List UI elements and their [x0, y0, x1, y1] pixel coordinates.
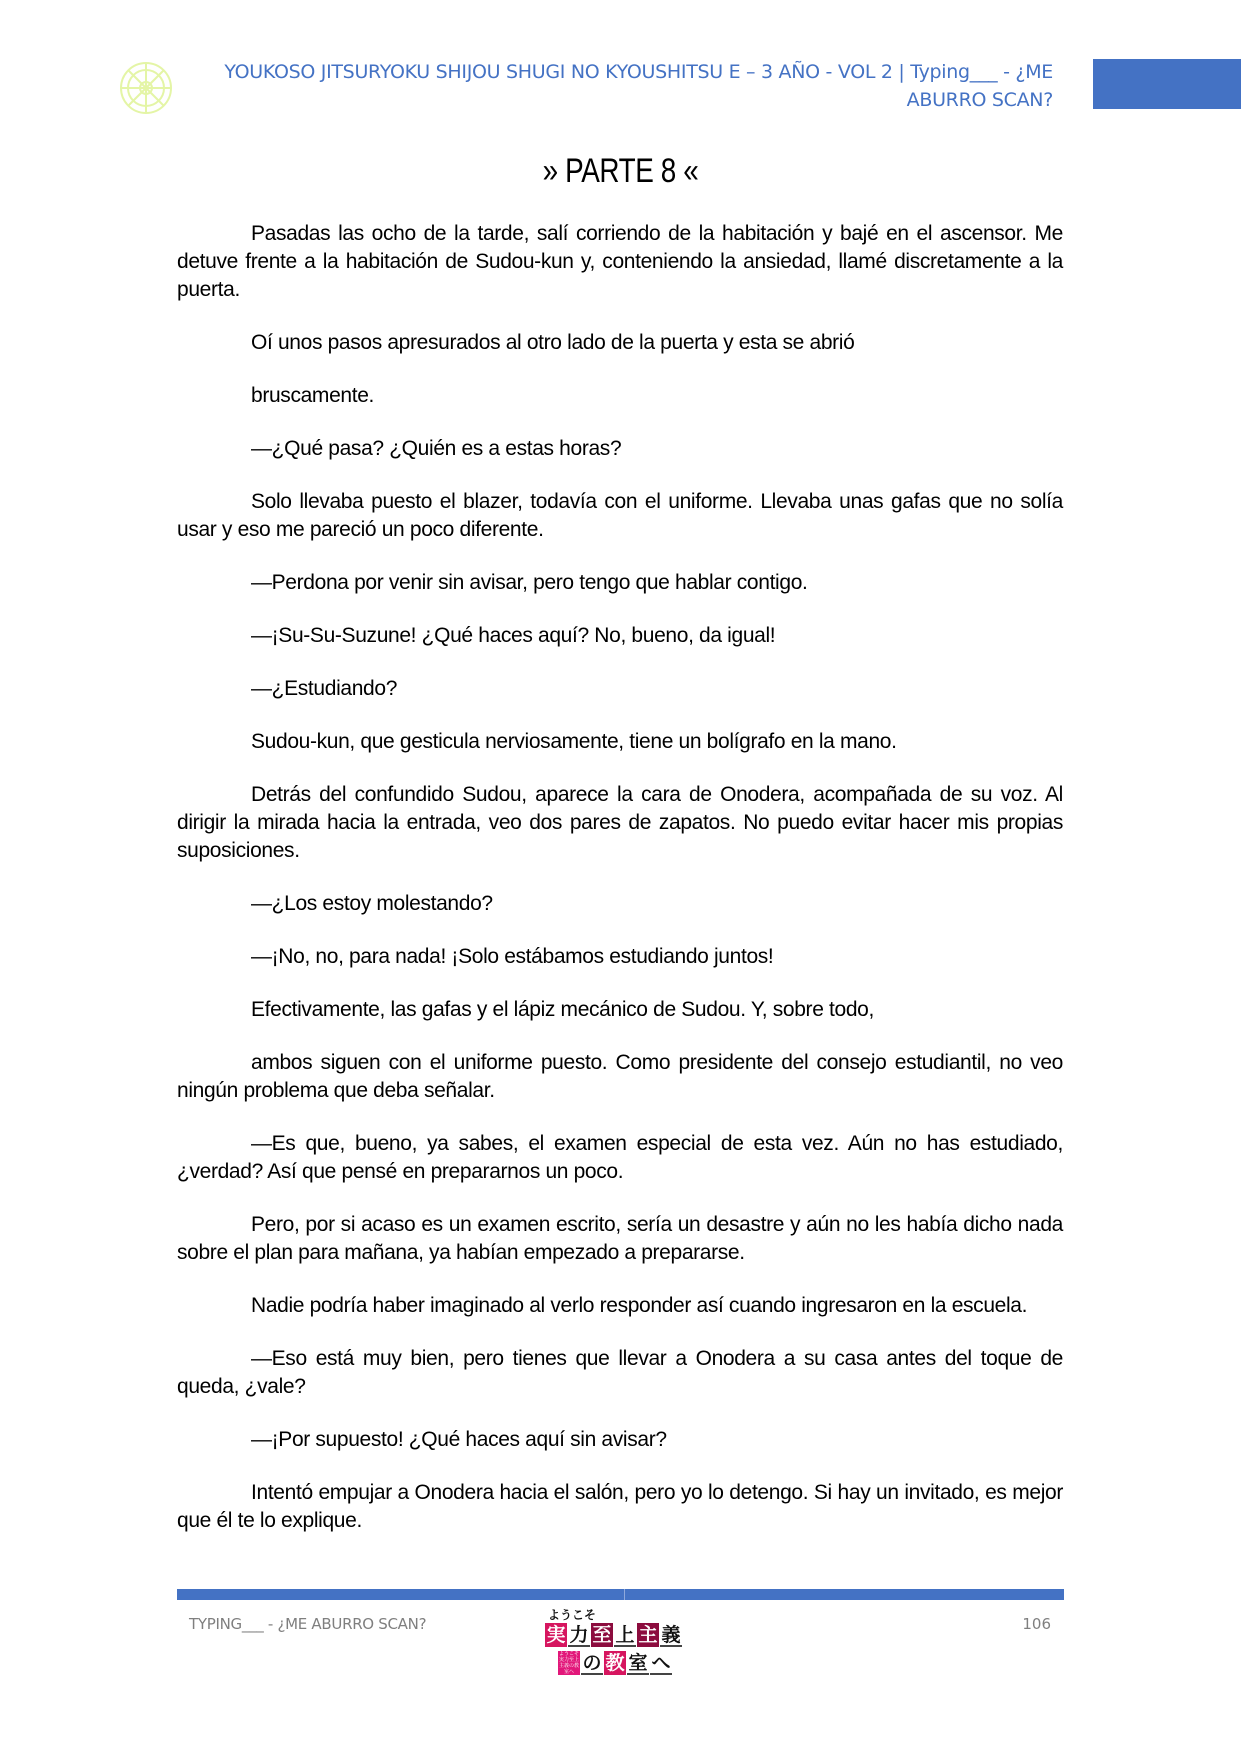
- paragraph: Sudou-kun, que gesticula nerviosamente, tiene un bolígrafo en la mano.: [251, 730, 897, 753]
- footer-rule: [177, 1589, 1064, 1600]
- logo-char: へ: [651, 1652, 671, 1674]
- page-number: 106: [1022, 1615, 1051, 1633]
- paragraph: —Es que, bueno, ya sabes, el examen especial de esta vez. Aún no has estudiado, ¿verdad? Así que pensé en prepararnos un poco.: [177, 1132, 1063, 1183]
- logo-tiny-text: ようこそ実力至上主義の教室へ: [558, 1651, 579, 1675]
- paragraph: Pasadas las ocho de la tarde, salí corriendo de la habitación y bajé en el ascensor. Me detuve frente a la habitación de Sudou-kun y, conteniendo la ansiedad, llamé discretamente a la puerta.: [177, 222, 1063, 301]
- paragraph: Intentó empujar a Onodera hacia el salón, pero yo lo detengo. Si hay un invitado, es mejor que él te lo explique.: [177, 1481, 1063, 1532]
- paragraph: —Eso está muy bien, pero tienes que llevar a Onodera a su casa antes del toque de queda, ¿vale?: [177, 1347, 1063, 1398]
- logo-row-1: [545, 1623, 683, 1647]
- paragraph: Efectivamente, las gafas y el lápiz mecánico de Sudou. Y, sobre todo,: [251, 998, 874, 1021]
- paragraph: —¿Estudiando?: [251, 677, 398, 700]
- footer-left-text: TYPING___ - ¿ME ABURRO SCAN?: [189, 1615, 427, 1633]
- body-text: [177, 220, 1063, 1560]
- logo-char: 実: [546, 1624, 566, 1646]
- paragraph: —¿Qué pasa? ¿Quién es a estas horas?: [251, 437, 622, 460]
- chapter-title: » PARTE 8 «: [542, 152, 699, 190]
- paragraph: ambos siguen con el uniforme puesto. Como presidente del consejo estudiantil, no veo ningún problema que deba señalar.: [177, 1051, 1063, 1102]
- paragraph: —¡No, no, para nada! ¡Solo estábamos estudiando juntos!: [251, 945, 774, 968]
- paragraph: Nadie podría haber imaginado al verlo responder así cuando ingresaron en la escuela.: [251, 1294, 1028, 1317]
- paragraph: Oí unos pasos apresurados al otro lado de la puerta y esta se abrió: [251, 331, 855, 354]
- running-header-title: YOUKOSO JITSURYOKU SHIJOU SHUGI NO KYOUSHITSU E – 3 AÑO - VOL 2 | Typing___ - ¿ME ABURRO SCAN?: [224, 61, 1053, 111]
- paragraph: —¡Su-Su-Suzune! ¿Qué haces aquí? No, bueno, da igual!: [251, 624, 776, 647]
- logo-char: 力: [569, 1624, 589, 1646]
- logo-kana: ようこそ: [548, 1608, 597, 1622]
- paragraph: —¡Por supuesto! ¿Qué haces aquí sin avisar?: [251, 1428, 667, 1451]
- paragraph: —Perdona por venir sin avisar, pero tengo que hablar contigo.: [251, 571, 808, 594]
- paragraph: bruscamente.: [251, 384, 375, 407]
- series-logo: [545, 1606, 695, 1678]
- logo-char: 教: [605, 1652, 625, 1674]
- header-accent-block: [1093, 59, 1241, 109]
- logo-char: 主: [638, 1624, 658, 1646]
- logo-char: 至: [592, 1624, 612, 1646]
- paragraph: Solo llevaba puesto el blazer, todavía con el uniforme. Llevaba unas gafas que no solía usar y eso me pareció un poco diferente.: [177, 490, 1063, 541]
- paragraph: —¿Los estoy molestando?: [251, 892, 493, 915]
- logo-char: の: [582, 1652, 602, 1674]
- logo-row-2: [558, 1651, 673, 1675]
- paragraph: Pero, por si acaso es un examen escrito, sería un desastre y aún no les había dicho nada sobre el plan para mañana, ya habían empezado a prepararse.: [177, 1213, 1063, 1264]
- logo-char: 室: [628, 1652, 648, 1674]
- logo-char: 義: [661, 1624, 681, 1646]
- logo-char: 上: [615, 1624, 635, 1646]
- paragraph: Detrás del confundido Sudou, aparece la cara de Onodera, acompañada de su voz. Al dirigir la mirada hacia la entrada, veo dos pares de zapatos. No puedo evitar hacer mis propias suposiciones.: [177, 783, 1063, 862]
